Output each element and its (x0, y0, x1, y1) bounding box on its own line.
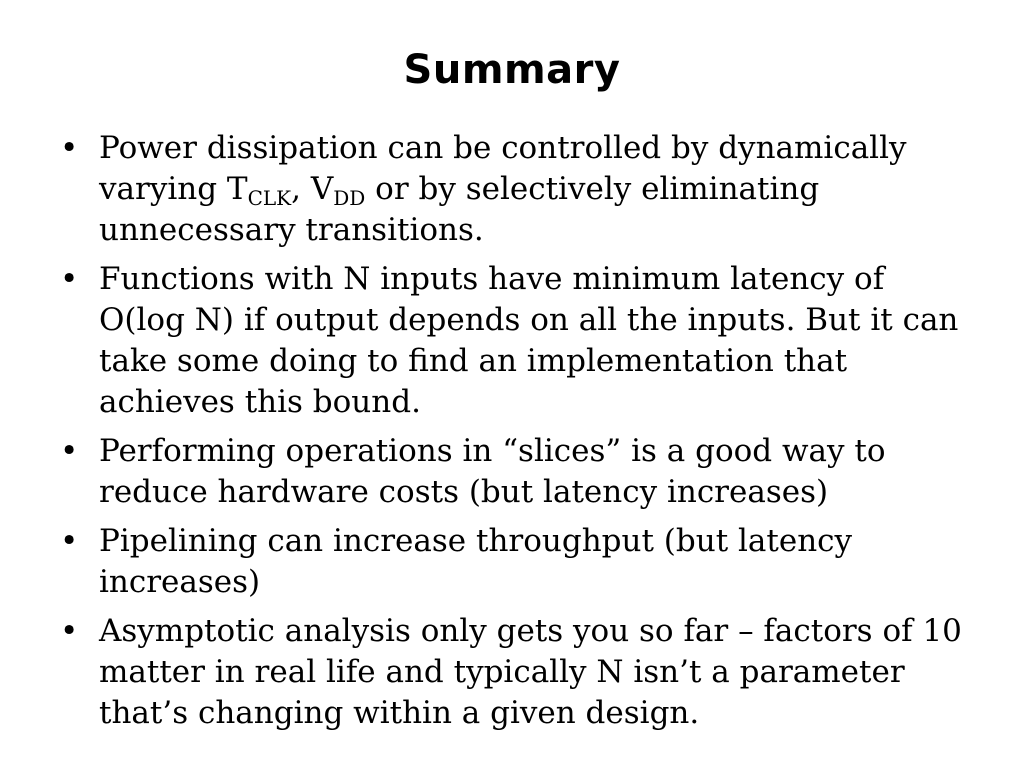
t-clk-symbol: T (226, 171, 248, 207)
bullet-text-part: Power dissipation can be controlled by dynamically varying (99, 130, 907, 207)
bullet-latency (58, 259, 978, 423)
bullet-text: Asymptotic analysis only gets you so far – factors of 10 matter in real life and typically N isn’t a parameter that’s changing within a given design. (99, 613, 962, 731)
bullet-text: Performing operations in “slices” is a good way to reduce hardware costs (but latency increases) (99, 433, 886, 510)
v-dd-symbol: V (310, 171, 334, 207)
bullet-text: Pipelining can increase throughput (but latency increases) (99, 523, 853, 600)
t-clk-subscript: CLK (247, 186, 292, 210)
bullet-dot-icon: • (60, 523, 79, 559)
v-dd-subscript: DD (333, 186, 366, 210)
bullet-pipelining (58, 521, 978, 603)
bullet-list (58, 128, 978, 742)
bullet-text-part: or by selectively eliminating unnecessary transitions. (99, 171, 820, 248)
slide-title: Summary (403, 47, 621, 93)
bullet-text: Functions with N inputs have minimum latency of O(log N) if output depends on all the inputs. But it can take some doing to find an implementation that achieves this bound. (99, 261, 959, 420)
bullet-dot-icon: • (60, 433, 79, 469)
bullet-power-dissipation (58, 128, 978, 251)
bullet-asymptotic (58, 611, 978, 734)
bullet-dot-icon: • (60, 613, 79, 649)
bullet-dot-icon: • (60, 130, 79, 166)
bullet-text-part: , (291, 171, 311, 207)
bullet-slices (58, 431, 978, 513)
bullet-dot-icon: • (60, 261, 79, 297)
